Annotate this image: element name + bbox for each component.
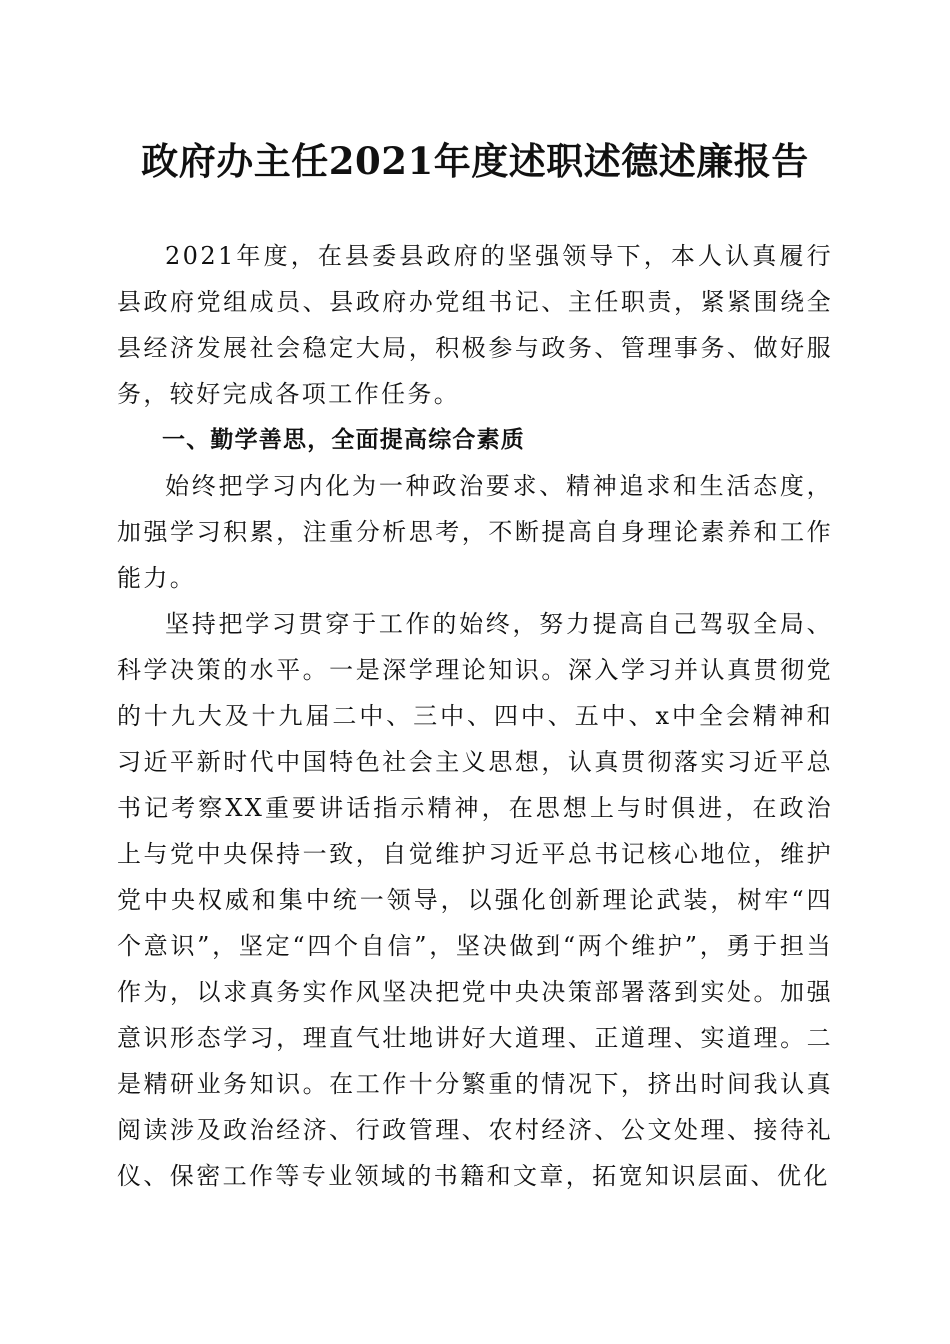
section-heading: 一、勤学善思，全面提高综合素质 (162, 427, 525, 453)
document-title: 政府办主任2021年度述职述德述廉报告 (141, 139, 809, 183)
intro-paragraph: 2021年度，在县委县政府的坚强领导下，本人认真履行县政府党组成员、县政府办党组书记、主任职责，紧紧围绕全县经济发展社会稳定大局，积极参与政务、管理事务、做好服务，较好完成各项工作任务。 (117, 242, 833, 408)
body-paragraph: 坚持把学习贯穿于工作的始终，努力提高自己驾驭全局、科学决策的水平。一是深学理论知识。深入学习并认真贯彻党的十九大及十九届二中、三中、四中、五中、x中全会精神和习近平新时代中国特色社会主义思想，认真贯彻落实习近平总书记考察XX重要讲话指示精神，在思想上与时俱进，在政治上与党中央保持一致，自觉维护习近平总书记核心地位，维护党中央权威和集中统一领导，以强化创新理论武装，树牢“四个意识”，坚定“四个自信”，坚决做到“两个维护”，勇于担当作为，以求真务实作风坚决把党中央决策部署落到实处。加强意识形态学习，理直气壮地讲好大道理、正道理、实道理。二是精研业务知识。在工作十分繁重的情况下，挤出时间我认真阅读涉及政治经济、行政管理、农村经济、公文处理、接待礼仪、保密工作等专业领域的书籍和文章，拓宽知识层面、优化 (117, 610, 833, 1190)
document-body (117, 233, 833, 1199)
body-paragraph: 始终把学习内化为一种政治要求、精神追求和生活态度，加强学习积累，注重分析思考，不断提高自身理论素养和工作能力。 (117, 472, 833, 592)
